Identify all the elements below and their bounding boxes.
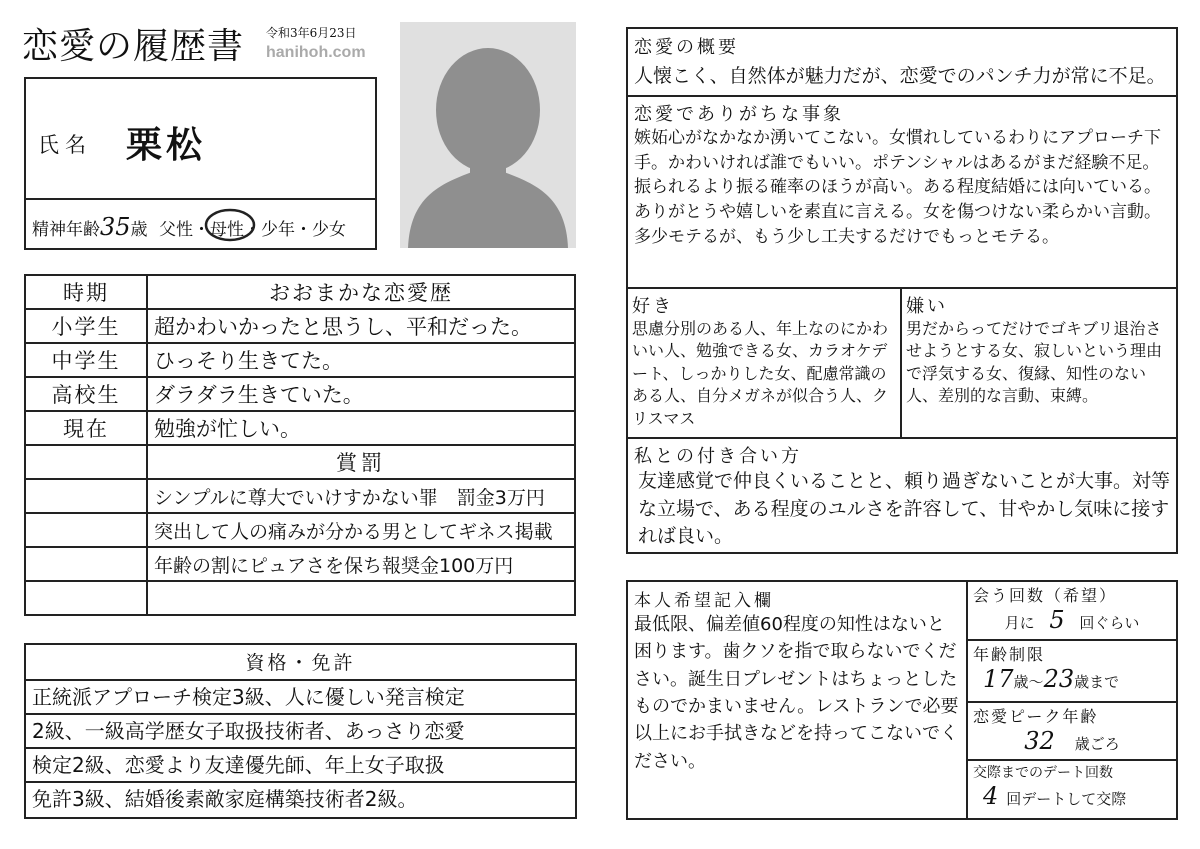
dates-before-suffix: 回デートして交際 xyxy=(1006,790,1127,808)
licenses-header: 資格・免許 xyxy=(26,645,575,681)
likes-label: 好き xyxy=(632,296,674,317)
age-limit-min: 17 xyxy=(983,665,1014,693)
licenses-box xyxy=(24,643,577,819)
common-events-text: 嫉妬心がなかなか湧いてこない。女慣れしているわりにアプローチ下手。かわいければ誰でもいい。ポテンシャルはあるがまだ経験不足。振られるより振る確率のほうが高い。ある程度結婚には向いている。ありがとうや嬉しいを素直に言える。女を傷つけない柔らかい言動。多少モテるが、もう少し工夫するだけでもっとモテる。 xyxy=(634,128,1161,247)
mental-age-row: 精神年齢35歳 父性・母性 ・少年・少女 xyxy=(32,213,346,241)
name-label: 氏名 xyxy=(38,133,92,157)
award-cell: シンプルに尊大でいけすかない罪 罰金3万円 xyxy=(147,479,575,513)
divider xyxy=(24,198,377,200)
mental-age-prefix: 精神年齢 xyxy=(32,220,100,240)
how-to-date-text: 友達感覚で仲良くいることと、頼り過ぎないことが大事。対等な立場で、ある程度のユルさを許容して、甘やかし気味に接すれば良い。 xyxy=(638,470,1171,548)
dislikes-section xyxy=(902,289,1176,439)
period-cell xyxy=(25,445,147,479)
table-row xyxy=(25,445,575,479)
table-header-row xyxy=(25,275,575,309)
table-row xyxy=(25,479,575,513)
overview-section xyxy=(628,29,1176,97)
history-cell: ダラダラ生きていた。 xyxy=(147,377,575,411)
history-cell: ひっそり生きてた。 xyxy=(147,343,575,377)
dates-before-section xyxy=(968,761,1176,818)
overview-label: 恋愛の概要 xyxy=(634,37,739,58)
wishes-section xyxy=(628,582,968,818)
name-box xyxy=(24,77,377,250)
period-cell xyxy=(25,547,147,581)
peak-age-suffix: 歳ごろ xyxy=(1074,735,1120,753)
mental-age-unit: 歳 xyxy=(130,220,148,240)
wishes-text: 最低限、偏差値60程度の知性はないと困ります。歯クソを指で取らないでください。誕生日プレゼントはちょっとしたものでかまいません。レストランで必要以上にお手拭きなどを持ってこないでください。 xyxy=(634,614,959,772)
profile-details-box xyxy=(626,27,1178,554)
license-line: 免許3級、結婚後素敵家庭構築技術者2級。 xyxy=(32,787,418,811)
period-cell xyxy=(25,513,147,547)
love-history-table xyxy=(24,274,576,616)
wishes-box xyxy=(626,580,1178,820)
dates-before-label: 交際までのデート回数 xyxy=(973,765,1113,781)
table-row xyxy=(25,343,575,377)
peak-age-section xyxy=(968,703,1176,761)
table-row xyxy=(25,309,575,343)
age-limit-max-unit: 歳まで xyxy=(1074,673,1120,691)
document-date: 令和3年6月23日 xyxy=(266,26,357,40)
type-option-selected: 母性 xyxy=(210,215,244,240)
history-header: おおまかな恋愛歴 xyxy=(147,275,575,309)
peak-age-row xyxy=(973,727,1171,755)
period-cell: 小学生 xyxy=(25,309,147,343)
dates-before-value: 4 xyxy=(983,782,999,810)
common-events-section xyxy=(628,97,1176,289)
meet-frequency-label: 会う回数（希望） xyxy=(973,586,1118,605)
age-limit-max: 23 xyxy=(1043,665,1075,693)
license-line: 検定2級、恋愛より友達優先師、年上女子取扱 xyxy=(26,749,575,783)
type-option: 父性 xyxy=(158,220,193,240)
age-limit-row xyxy=(973,665,1171,693)
wishes-label: 本人希望記入欄 xyxy=(634,591,774,611)
table-row xyxy=(25,377,575,411)
how-to-date-section xyxy=(628,439,1176,552)
period-cell: 現在 xyxy=(25,411,147,445)
age-limit-min-unit: 歳～ xyxy=(1013,673,1044,691)
person-silhouette-icon xyxy=(400,22,576,248)
meet-frequency-prefix: 月に xyxy=(1004,614,1035,632)
license-line: 2級、一級高学歴女子取扱技術者、あっさり恋愛 xyxy=(26,715,575,749)
age-limit-section xyxy=(968,641,1176,703)
award-cell: 突出して人の痛みが分かる男としてギネス掲載 xyxy=(147,513,575,547)
awards-header: 賞罰 xyxy=(147,445,575,479)
site-watermark: hanihoh.com xyxy=(266,44,366,61)
page-title: 恋愛の履歴書 xyxy=(22,26,245,67)
peak-age-value: 32 xyxy=(1024,727,1055,755)
table-row xyxy=(25,581,575,615)
meet-frequency-value: 5 xyxy=(1049,606,1065,634)
license-line: 正統派アプローチ検定3級、人に優しい発言検定 xyxy=(26,681,575,715)
history-cell: 超かわいかったと思うし、平和だった。 xyxy=(147,309,575,343)
dislikes-text: 男だからってだけでゴキブリ退治させようとする女、寂しいという理由で浮気する女、復縁、知性のない人、差別的な言動、束縛。 xyxy=(906,319,1163,406)
period-cell: 中学生 xyxy=(25,343,147,377)
table-row xyxy=(25,547,575,581)
likes-text: 思慮分別のある人、年上なのにかわいい人、勉強できる女、カラオケデート、しっかりした女、配慮常識のある人、自分メガネが似合う人、クリスマス xyxy=(632,319,889,428)
selection-circle-icon xyxy=(202,205,258,247)
period-header: 時期 xyxy=(25,275,147,309)
period-cell xyxy=(25,581,147,615)
person-name: 栗松 xyxy=(126,124,207,166)
type-option: 少女 xyxy=(311,220,346,240)
table-row xyxy=(25,411,575,445)
meet-frequency-section xyxy=(968,582,1176,641)
type-option: 少年 xyxy=(260,220,295,240)
mental-age-value: 35 xyxy=(100,213,131,241)
overview-text: 人懐こく、自然体が魅力だが、恋愛でのパンチ力が常に不足。 xyxy=(634,65,1166,87)
meet-frequency-suffix: 回ぐらい xyxy=(1079,614,1140,632)
period-cell: 高校生 xyxy=(25,377,147,411)
how-to-date-label: 私との付き合い方 xyxy=(634,446,802,467)
table-row xyxy=(25,513,575,547)
dislikes-label: 嫌い xyxy=(906,296,948,317)
age-limit-label: 年齢制限 xyxy=(973,645,1046,664)
meet-frequency-row xyxy=(973,606,1171,634)
award-cell: 年齢の割にピュアさを保ち報奨金100万円 xyxy=(147,547,575,581)
likes-section xyxy=(628,289,902,439)
peak-age-label: 恋愛ピーク年齢 xyxy=(973,707,1099,726)
profile-photo xyxy=(400,22,576,248)
common-events-label: 恋愛でありがちな事象 xyxy=(634,104,844,125)
empty-cell xyxy=(147,581,575,615)
history-cell: 勉強が忙しい。 xyxy=(147,411,575,445)
dates-before-row xyxy=(973,782,1171,810)
period-cell xyxy=(25,479,147,513)
